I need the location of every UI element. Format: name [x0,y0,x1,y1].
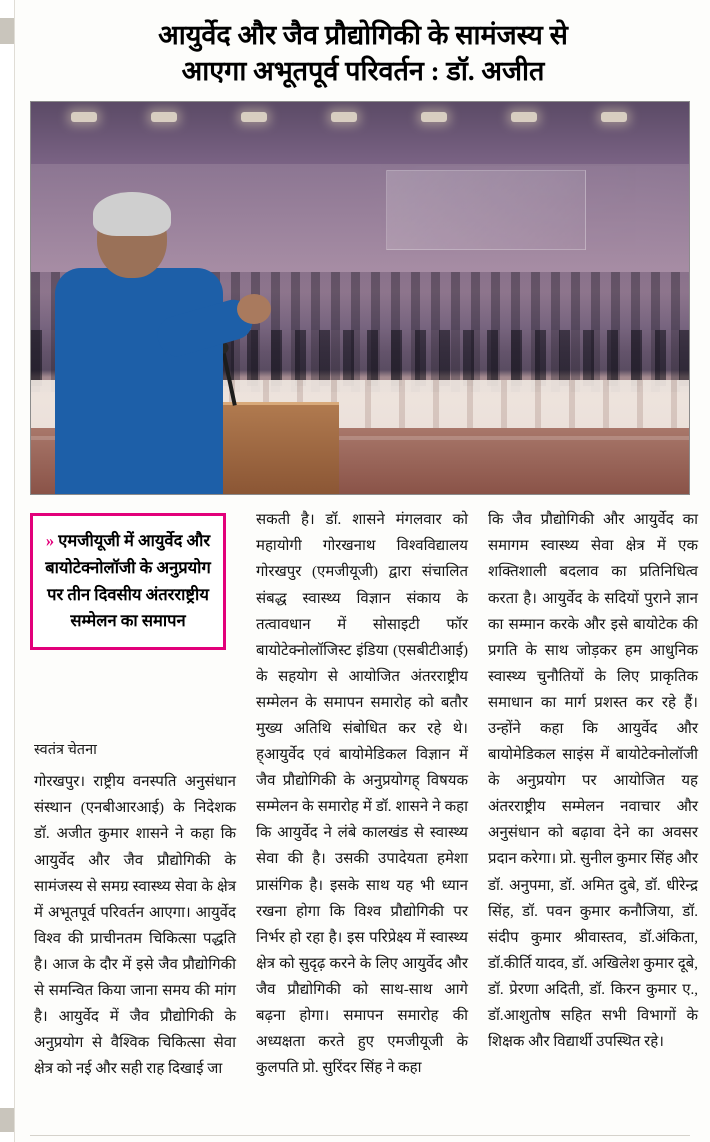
headline-line-1: आयुर्वेद और जैव प्रौद्योगिकी के सामंजस्य से [158,20,568,50]
pull-quote-text [43,528,213,635]
photo-speaker-body [55,268,223,494]
article-body [30,507,698,1111]
body-column-1 [34,769,236,1082]
pull-quote-marker: » [45,531,55,551]
article-photo [30,101,690,495]
headline-line-2: आएगा अभूतपूर्व परिवर्तन : डॉ. अजीत [181,55,545,86]
article-content [22,0,698,1142]
page-bottom-divider [30,1135,690,1136]
pull-quote-box [30,513,226,650]
page-left-edge-stub [0,0,15,1142]
body-column-1-text: गोरखपुर। राष्ट्रीय वनस्पति अनुसंधान संस्थान (एनबीआरआई) के निदेशक डॉ. अजीत कुमार शासने ने कहा कि आयुर्वेद और जैव प्रौद्योगिकी के सामंजस्य से समग्र स्वास्थ्य सेवा के क्षेत्र में अभूतपूर्व परिवर्तन आएगा। आयुर्वेद विश्व की प्राचीनतम चिकित्सा पद्धति है। आज के दौर में इसे जैव प्रौद्योगिकी से समन्वित किया जाना समय की मांग है। आयुर्वेद में जैव प्रौद्योगिकी के अनुप्रयोग से वैश्विक चिकित्सा सेवा क्षेत्र को नई और सही राह दिखाई जा [34,774,236,1078]
page-title [32,18,694,89]
body-column-3-text: कि जैव प्रौद्योगिकी और आयुर्वेद का समागम स्वास्थ्य सेवा क्षेत्र में एक शक्तिशाली बदलाव का प्रतिनिधित्व करता है। आयुर्वेद के सदियों पुराने ज्ञान का सम्मान करके और इसे बायोटेक की प्रगति के साथ जोड़कर हम आधुनिक स्वास्थ्य चुनौतियों के लिए प्राकृतिक समाधान का मार्ग प्रशस्त कर रहे हैं। उन्होंने कहा कि आयुर्वेद और बायोमेडिकल साइंस में बायोटेक्नोलॉजी के अनुप्रयोग पर आयोजित यह अंतरराष्ट्रीय सम्मेलन नवाचार और अनुसंधान को बढ़ावा देने का अवसर प्रदान करेगा। प्रो. सुनील कुमार सिंह और डॉ. अनुपमा, डॉ. अमित दुबे, डॉ. धीरेन्द्र सिंह, डॉ. पवन कुमार कनौजिया, डॉ. संदीप कुमार श्रीवास्तव, डॉ.अंकिता, डॉ.कीर्ति यादव, डॉ. अखिलेश कुमार दूबे, डॉ. प्रेरणा अदिती, डॉ. किरन कुमार ए., डॉ.आशुतोष सहित सभी विभागों के शिक्षक और विद्यार्थी उपस्थित रहे। [488,512,698,1051]
photo-ceiling-lights [31,112,689,130]
photo-scene [31,102,689,494]
pull-quote-body: एमजीयूजी में आयुर्वेद और बायोटेक्नोलॉजी के अनुप्रयोग पर तीन दिवसीय अंतरराष्ट्रीय सम्मेलन का समापन [45,531,211,631]
edge-stub-block-bottom [0,1108,14,1132]
body-column-2-text: सकती है। डॉ. शासने मंगलवार को महायोगी गोरखनाथ विश्वविद्यालय गोरखपुर (एमजीयूजी) द्वारा संचालित संबद्ध स्वास्थ्य विज्ञान संकाय के तत्वावधान में सोसाइटी फॉर बायोटेक्नोलॉजिस्ट इंडिया (एसबीटीआई) के सहयोग से आयोजित अंतरराष्ट्रीय सम्मेलन के समापन समारोह को बतौर मुख्य अतिथि संबोधित कर रहे थे। ह्आयुर्वेद एवं बायोमेडिकल विज्ञान में जैव प्रौद्योगिकी के अनुप्रयोगह् विषयक सम्मेलन के समारोह में डॉ. शासने ने कहा कि आयुर्वेद ने लंबे कालखंड से स्वास्थ्य सेवा की है। उसकी उपादेयता हमेशा प्रासंगिक है। इसके साथ यह भी ध्यान रखना होगा कि विश्व प्रौद्योगिकी पर निर्भर हो रहा है। इस परिप्रेक्ष्य में स्वास्थ्य क्षेत्र को सुदृढ़ करने के लिए आयुर्वेद और जैव प्रौद्योगिकी को साथ-साथ आगे बढ़ना होगा। समापन समारोह की अध्यक्षता करते हुए एमजीयूजी के कुलपति प्रो. सुरिंदर सिंह ने कहा [256,512,468,1077]
photo-speaker-hair [93,192,171,236]
edge-stub-block-top [0,18,14,44]
byline-paper-name: स्वतंत्र चेतना [34,742,97,759]
body-column-2 [256,507,468,1081]
byline [34,739,234,759]
photo-speaker-figure [49,198,227,494]
body-column-3 [488,507,698,1055]
